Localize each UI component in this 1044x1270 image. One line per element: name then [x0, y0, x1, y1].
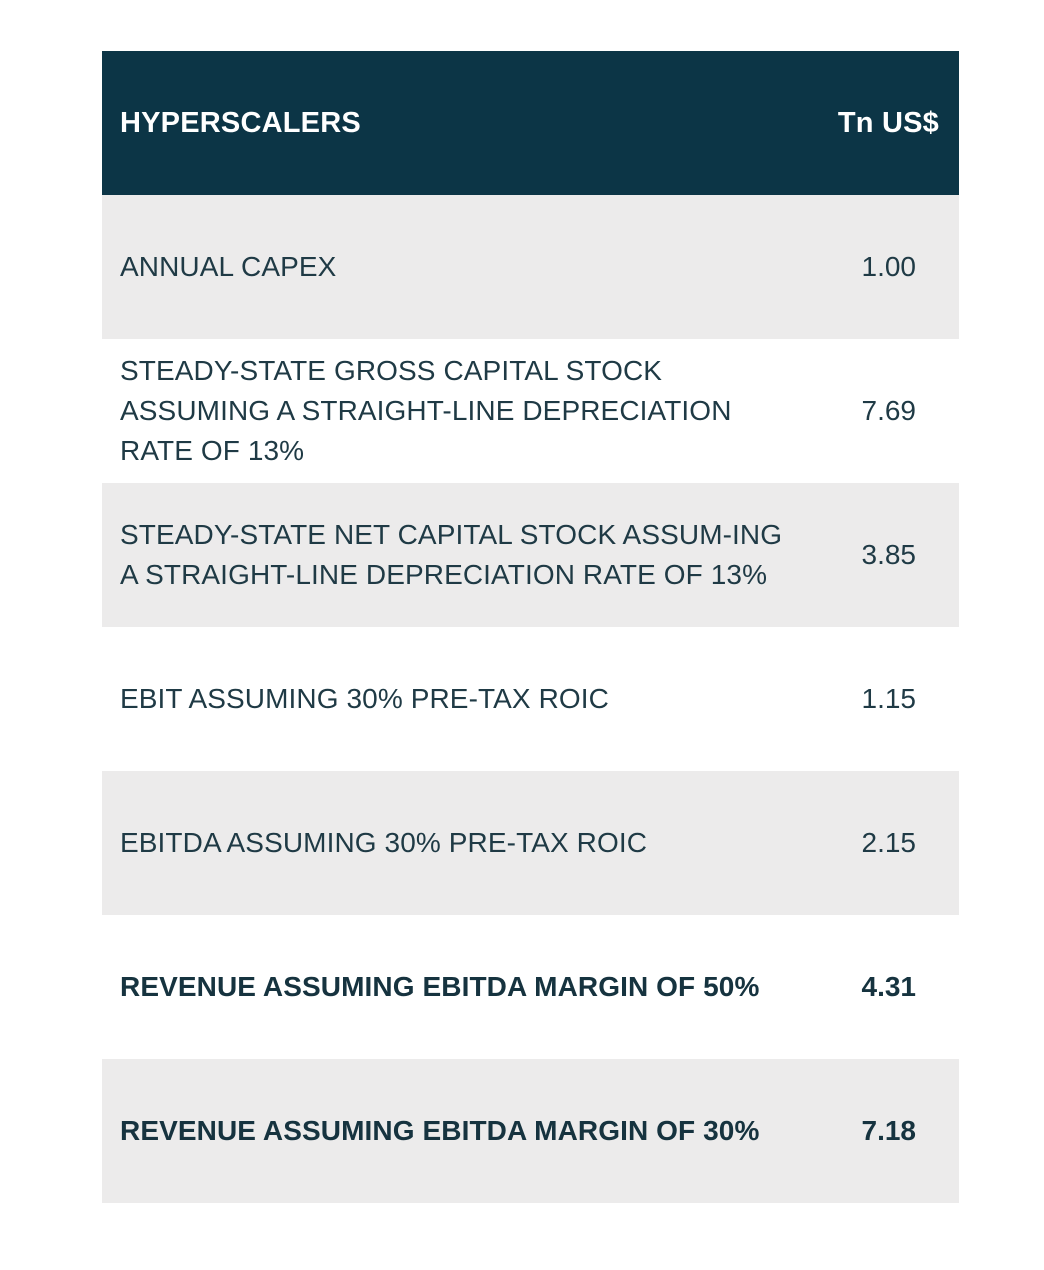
table-row-revenue-50 — [102, 915, 959, 1059]
row-label: REVENUE ASSUMING EBITDA MARGIN OF 50% — [120, 971, 760, 1002]
row-value: 1.15 — [861, 683, 916, 714]
row-value: 4.31 — [861, 971, 916, 1002]
table-row-annual-capex — [102, 195, 959, 339]
row-value: 7.18 — [861, 1115, 916, 1146]
row-label: REVENUE ASSUMING EBITDA MARGIN OF 30% — [120, 1115, 760, 1146]
table-row-ebitda — [102, 771, 959, 915]
table-row-ebit — [102, 627, 959, 771]
table-row-revenue-30 — [102, 1059, 959, 1203]
table-row-net-capital-stock — [102, 483, 959, 627]
row-value: 1.00 — [861, 251, 916, 282]
row-value: 3.85 — [861, 539, 916, 570]
row-label: STEADY-STATE GROSS CAPITAL STOCK ASSUMING A STRAIGHT-LINE DEPRECIATION RATE OF 13% — [120, 355, 732, 466]
row-value: 7.69 — [861, 395, 916, 426]
header-title: HYPERSCALERS — [120, 106, 361, 139]
row-label: STEADY-STATE NET CAPITAL STOCK ASSUM-ING A STRAIGHT-LINE DEPRECIATION RATE OF 13% — [120, 519, 783, 590]
table-row-gross-capital-stock — [102, 339, 959, 483]
hyperscalers-table — [102, 51, 959, 1203]
row-value: 2.15 — [861, 827, 916, 858]
row-label: EBIT ASSUMING 30% PRE-TAX ROIC — [120, 683, 609, 714]
header-unit: Tn US$ — [837, 106, 939, 139]
table-header — [102, 51, 959, 195]
row-label: ANNUAL CAPEX — [120, 251, 337, 282]
row-label: EBITDA ASSUMING 30% PRE-TAX ROIC — [120, 827, 648, 858]
